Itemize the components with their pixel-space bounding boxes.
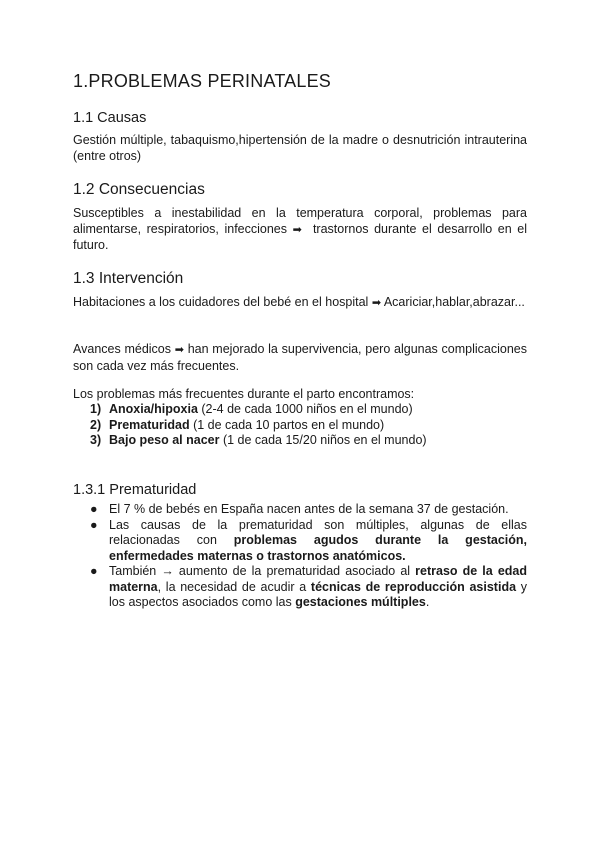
list-item-rest: (2-4 de cada 1000 niños en el mundo) bbox=[197, 402, 413, 416]
intervencion-p2 bbox=[73, 342, 527, 374]
list-item bbox=[73, 433, 427, 449]
bullet-text: y los aspectos asociados como las bbox=[109, 579, 527, 609]
bullet-bold: gestaciones múltiples bbox=[295, 595, 426, 609]
consecuencias-text-before: Susceptibles a inestabilidad en la temperatura corporal, problemas para alimentarse, respiratorios, infecciones bbox=[73, 206, 527, 236]
intervencion-p2-before: Avances médicos bbox=[73, 342, 171, 356]
list-number: 3) bbox=[90, 433, 102, 447]
bullet-icon: ● bbox=[90, 517, 98, 532]
list-item-bold: Prematuridad bbox=[109, 417, 190, 432]
bullet-icon: ● bbox=[90, 564, 98, 578]
list-item-bold: Bajo peso al nacer bbox=[109, 433, 220, 447]
list-item-rest: (1 de cada 10 partos en el mundo) bbox=[189, 417, 385, 432]
bullet-text: , la necesidad de acudir a bbox=[157, 579, 311, 594]
intervencion-p2-after: han mejorado la supervivencia, pero algunas complicaciones son cada vez más frecuentes. bbox=[73, 342, 527, 373]
numbered-list bbox=[73, 402, 427, 449]
list-item bbox=[73, 518, 527, 565]
arrow-icon: ➡ bbox=[371, 297, 382, 309]
bullet-bold: técnicas de reproducción asistida bbox=[310, 579, 517, 594]
list-number: 2) bbox=[90, 417, 102, 432]
bullet-text: . bbox=[425, 595, 430, 609]
page-title: 1.PROBLEMAS PERINATALES bbox=[73, 71, 332, 91]
consecuencias-text-after: trastornos durante el desarrollo en el futuro. bbox=[73, 221, 527, 252]
list-item bbox=[73, 502, 527, 518]
bullet-icon: ● bbox=[90, 502, 98, 516]
intervencion-p3: Los problemas más frecuentes durante el parto encontramos: bbox=[73, 387, 415, 401]
causas-text: Gestión múltiple, tabaquismo,hipertensión de la madre o desnutrición intrauterina (entre otros) bbox=[73, 133, 527, 163]
list-item-rest: (1 de cada 15/20 niños en el mundo) bbox=[219, 433, 427, 447]
intervencion-p1 bbox=[73, 295, 527, 312]
intervencion-p1-before: Habitaciones a los cuidadores del bebé en el hospital bbox=[73, 295, 369, 309]
list-item bbox=[73, 418, 427, 434]
heading-intervencion: 1.3 Intervención bbox=[73, 270, 184, 287]
heading-prematuridad: 1.3.1 Prematuridad bbox=[73, 482, 197, 498]
bullet-text: El 7 % de bebés en España nacen antes de la semana 37 de gestación. bbox=[109, 502, 509, 516]
bullet-bold: retraso de la edad materna bbox=[109, 564, 527, 594]
list-item-bold: Anoxia/hipoxia bbox=[109, 402, 198, 416]
bullet-text: Las causas de la prematuridad son múltiples, algunas de ellas relacionadas con bbox=[109, 517, 527, 547]
list-item bbox=[73, 564, 527, 611]
bullet-list bbox=[73, 502, 527, 611]
arrow-icon: ➡ bbox=[174, 344, 184, 356]
list-number: 1) bbox=[90, 402, 102, 416]
intervencion-p1-after: Acariciar,hablar,abrazar... bbox=[383, 295, 525, 309]
arrow-icon: ➡ bbox=[292, 223, 302, 236]
bullet-text: También → aumento de la prematuridad asociado al bbox=[109, 564, 416, 578]
heading-consecuencias: 1.2 Consecuencias bbox=[73, 181, 205, 198]
list-item bbox=[73, 402, 427, 418]
consecuencias-text bbox=[73, 206, 527, 254]
heading-causas: 1.1 Causas bbox=[73, 110, 147, 126]
bullet-bold: problemas agudos durante la gestación, enfermedades maternas o trastornos anatómicos. bbox=[109, 533, 528, 563]
